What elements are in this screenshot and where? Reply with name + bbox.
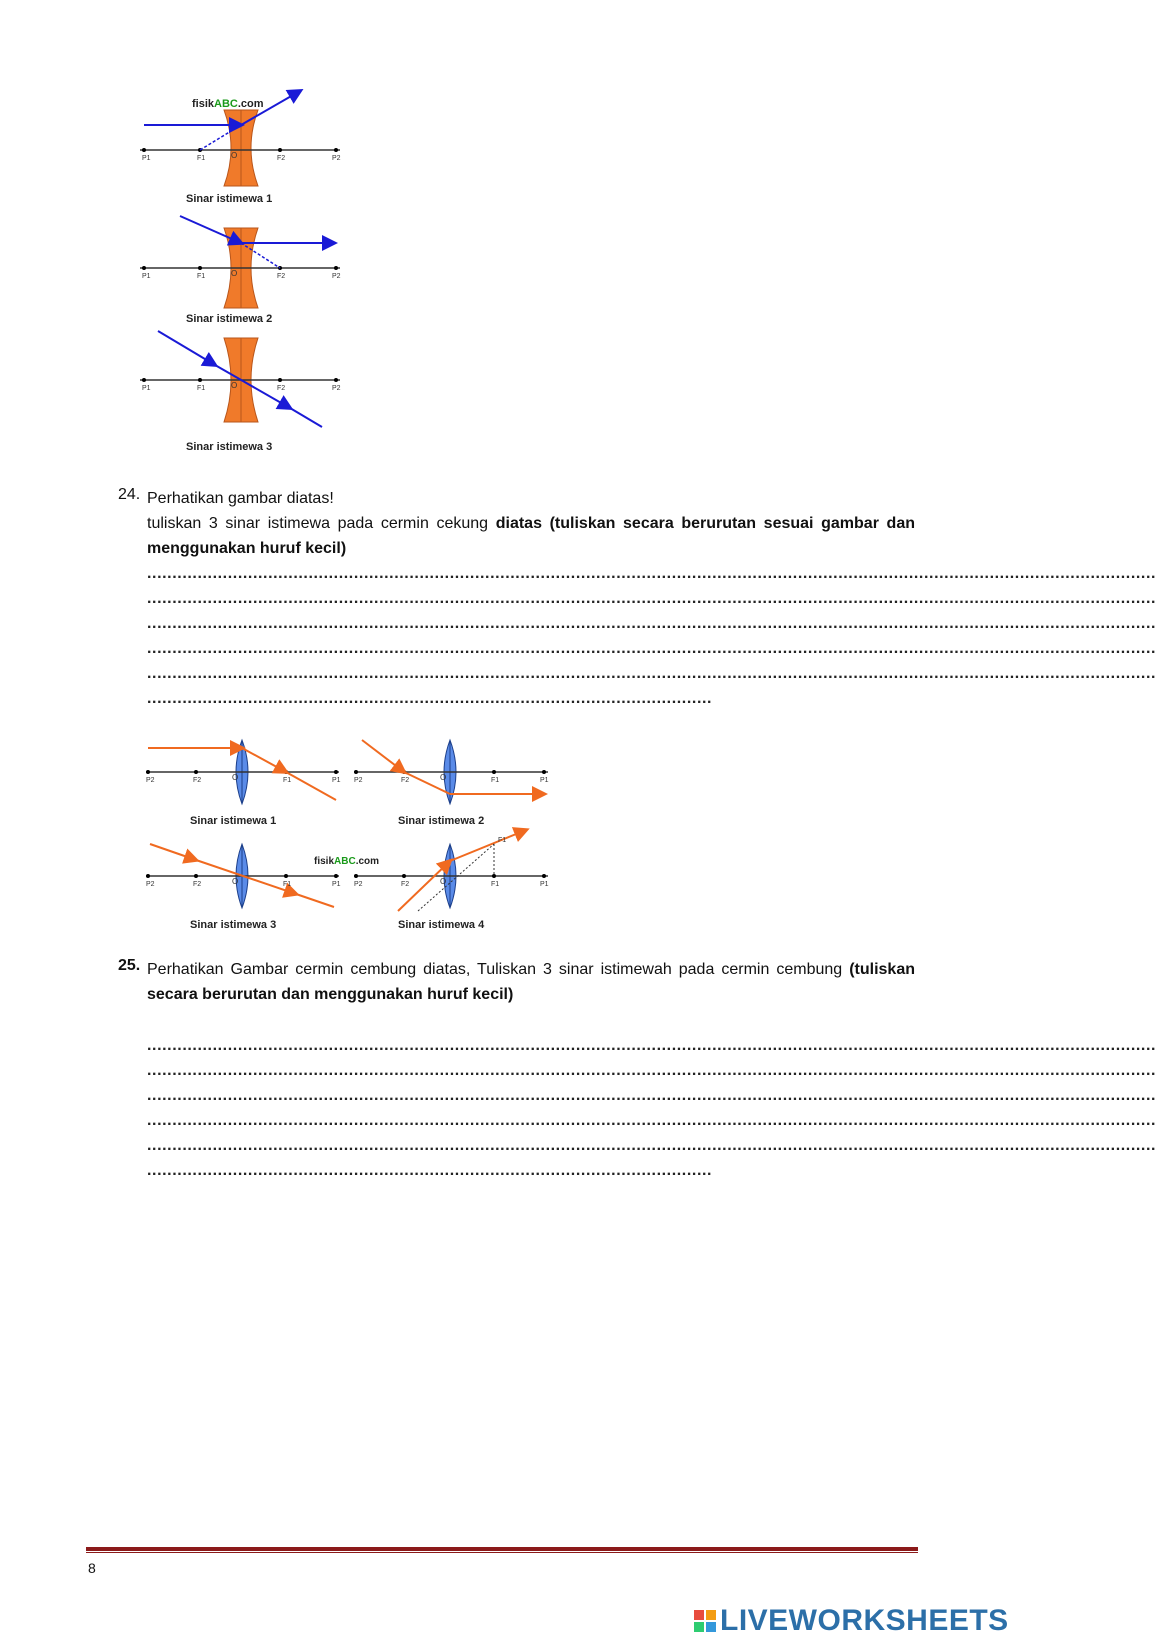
liveworksheets-brand: [694, 1604, 1009, 1638]
label-p1: P1: [142, 385, 151, 392]
watermark-prefix: fisik: [192, 98, 215, 110]
label-f2: F2: [193, 881, 202, 888]
question-24-normal: tuliskan 3 sinar istimewa pada cermin cekung: [147, 515, 496, 532]
caption-2: Sinar istimewa 2: [186, 313, 273, 325]
question-25-bold: (tuliskan secara berurutan dan menggunakan huruf kecil): [147, 961, 915, 1003]
label-f1: F1: [283, 777, 292, 784]
question-24-number: 24.: [118, 486, 141, 503]
label-f1: F1: [491, 777, 500, 784]
label-o: O: [440, 773, 447, 782]
label-p2: P2: [332, 385, 341, 392]
label-o: O: [232, 877, 239, 886]
answer-line-24-5[interactable]: ........................................................................................................................................................................................................: [147, 665, 1156, 682]
caption-2: Sinar istimewa 2: [398, 815, 485, 827]
label-o: O: [232, 773, 239, 782]
label-f2: F2: [193, 777, 202, 784]
answer-line-25-5[interactable]: ........................................................................................................................................................................................................: [147, 1137, 1156, 1154]
concave-lens-diagram: [140, 88, 360, 460]
liveworksheets-wordmark: LIVEWORKSHEETS: [720, 1604, 1009, 1637]
caption-3: Sinar istimewa 3: [190, 919, 277, 931]
question-24-line1: Perhatikan gambar diatas!: [147, 490, 334, 507]
answer-line-25-4[interactable]: ........................................................................................................................................................................................................: [147, 1112, 1156, 1129]
answer-line-25-1[interactable]: ........................................................................................................................................................................................................: [147, 1037, 1156, 1054]
label-o: O: [231, 269, 238, 278]
ray-3-out: [290, 408, 322, 427]
concave-panel-3: [140, 331, 341, 453]
label-f2: F2: [277, 155, 286, 162]
ray-3-incoming: [158, 331, 215, 365]
concave-panel-2: [140, 216, 341, 325]
caption-4: Sinar istimewa 4: [398, 919, 485, 931]
watermark-suffix: .com: [355, 856, 380, 867]
label-f1: F1: [197, 385, 206, 392]
label-o: O: [231, 151, 238, 160]
label-f2: F2: [277, 273, 286, 280]
label-f2: F2: [401, 777, 410, 784]
watermark-suffix: .com: [237, 98, 264, 110]
answer-line-24-1[interactable]: ........................................................................................................................................................................................................: [147, 565, 1156, 582]
label-p2: P2: [332, 155, 341, 162]
logo-square-orange: [706, 1610, 716, 1620]
answer-line-25-3[interactable]: ........................................................................................................................................................................................................: [147, 1087, 1156, 1104]
label-p2: P2: [146, 881, 155, 888]
logo-square-red: [694, 1610, 704, 1620]
convex-panel-4: [354, 830, 549, 931]
label-p2: P2: [354, 881, 363, 888]
convex-lens-diagram: [146, 726, 556, 936]
convex-panel-1: [146, 740, 341, 827]
label-p1: P1: [332, 881, 341, 888]
footer-rule-thick: [86, 1547, 918, 1551]
answer-line-25-2[interactable]: ........................................................................................................................................................................................................: [147, 1062, 1156, 1079]
page-number: 8: [88, 1560, 96, 1576]
label-p2: P2: [332, 273, 341, 280]
label-p1: P1: [332, 777, 341, 784]
caption-1: Sinar istimewa 1: [190, 815, 277, 827]
watermark-brand: ABC: [214, 98, 238, 110]
convex-lens-figure: [146, 726, 556, 936]
question-24-instruction: [147, 511, 915, 561]
watermark: [314, 856, 379, 867]
label-f1: F1: [197, 273, 206, 280]
answer-line-24-3[interactable]: ........................................................................................................................................................................................................: [147, 615, 1156, 632]
concave-lens-figure: [140, 88, 360, 460]
label-o: O: [440, 877, 447, 886]
label-f2: F2: [401, 881, 410, 888]
liveworksheets-logo-icon: [694, 1610, 716, 1632]
logo-square-blue: [706, 1622, 716, 1632]
label-p1: P1: [142, 155, 151, 162]
question-24-bold: diatas (tuliskan secara berurutan sesuai gambar dan menggunakan huruf kecil): [147, 515, 916, 557]
convex-panel-3: [146, 844, 341, 931]
label-f1: F1: [491, 881, 500, 888]
caption-3: Sinar istimewa 3: [186, 441, 273, 453]
label-f1: F1: [197, 155, 206, 162]
footer-rule-thin: [86, 1552, 918, 1553]
watermark: [192, 98, 264, 110]
answer-line-24-4[interactable]: ........................................................................................................................................................................................................: [147, 640, 1156, 657]
convex-panel-2: [354, 740, 549, 827]
label-f1-upper: F1: [498, 837, 507, 844]
caption-1: Sinar istimewa 1: [186, 193, 273, 205]
question-25-number: 25.: [118, 957, 141, 974]
watermark-prefix: fisik: [314, 856, 335, 867]
label-p1: P1: [540, 881, 549, 888]
label-f1: F1: [283, 881, 292, 888]
logo-square-green: [694, 1622, 704, 1632]
question-25-text: [147, 957, 915, 1007]
question-25-normal: Perhatikan Gambar cermin cembung diatas, Tuliskan 3 sinar istimewah pada cermin cembung: [147, 961, 850, 978]
label-p1: P1: [540, 777, 549, 784]
label-o: O: [231, 381, 238, 390]
label-p2: P2: [354, 777, 363, 784]
watermark-brand: ABC: [334, 856, 356, 867]
label-p1: P1: [142, 273, 151, 280]
answer-line-24-2[interactable]: ........................................................................................................................................................................................................: [147, 590, 1156, 607]
question-24-text: [147, 486, 915, 561]
label-f2: F2: [277, 385, 286, 392]
answer-line-24-6[interactable]: ................................................................................................................: [147, 690, 713, 707]
answer-line-25-6[interactable]: ................................................................................................................: [147, 1162, 713, 1179]
label-p2: P2: [146, 777, 155, 784]
